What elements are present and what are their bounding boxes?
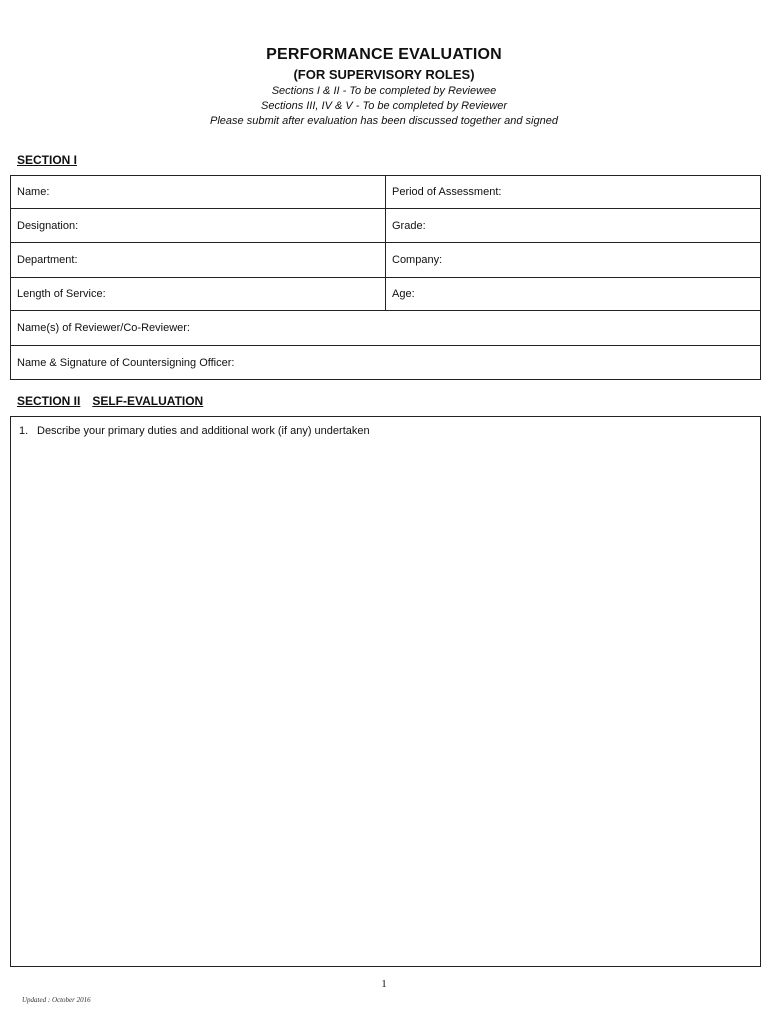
- section-1-heading: SECTION I: [17, 153, 78, 167]
- length-of-service-field[interactable]: Length of Service:: [11, 278, 386, 311]
- instruction-note-1: Sections I & II - To be completed by Reviewee: [271, 85, 497, 97]
- table-row: [11, 176, 761, 209]
- table-row: [11, 311, 761, 346]
- self-evaluation-answer-box[interactable]: [10, 416, 761, 967]
- period-of-assessment-field[interactable]: Period of Assessment:: [386, 176, 761, 209]
- employee-info-table: [10, 175, 761, 380]
- question-number: 1.: [19, 425, 29, 437]
- instruction-note-3: Please submit after evaluation has been discussed together and signed: [210, 115, 558, 127]
- countersigning-officer-field[interactable]: Name & Signature of Countersigning Officer:: [11, 346, 761, 380]
- table-row: [11, 209, 761, 243]
- table-row: [11, 346, 761, 380]
- grade-field[interactable]: Grade:: [386, 209, 761, 243]
- updated-note: Updated : October 2016: [22, 996, 91, 1004]
- document-header: [0, 44, 768, 129]
- designation-field[interactable]: Designation:: [11, 209, 386, 243]
- question-1: [19, 425, 752, 437]
- section-2-heading: [17, 394, 203, 408]
- section-2-title: SELF-EVALUATION: [92, 394, 204, 408]
- document-title: PERFORMANCE EVALUATION: [266, 46, 502, 63]
- document-subtitle: (FOR SUPERVISORY ROLES): [293, 67, 475, 82]
- reviewer-names-field[interactable]: Name(s) of Reviewer/Co-Reviewer:: [11, 311, 761, 346]
- department-field[interactable]: Department:: [11, 243, 386, 278]
- company-field[interactable]: Company:: [386, 243, 761, 278]
- instruction-note-2: Sections III, IV & V - To be completed by Reviewer: [261, 100, 507, 112]
- section-2-number: SECTION II: [17, 394, 81, 408]
- name-field[interactable]: Name:: [11, 176, 386, 209]
- question-text: Describe your primary duties and additional work (if any) undertaken: [37, 425, 370, 437]
- table-row: [11, 278, 761, 311]
- page-number: 1: [381, 978, 387, 990]
- table-row: [11, 243, 761, 278]
- age-field[interactable]: Age:: [386, 278, 761, 311]
